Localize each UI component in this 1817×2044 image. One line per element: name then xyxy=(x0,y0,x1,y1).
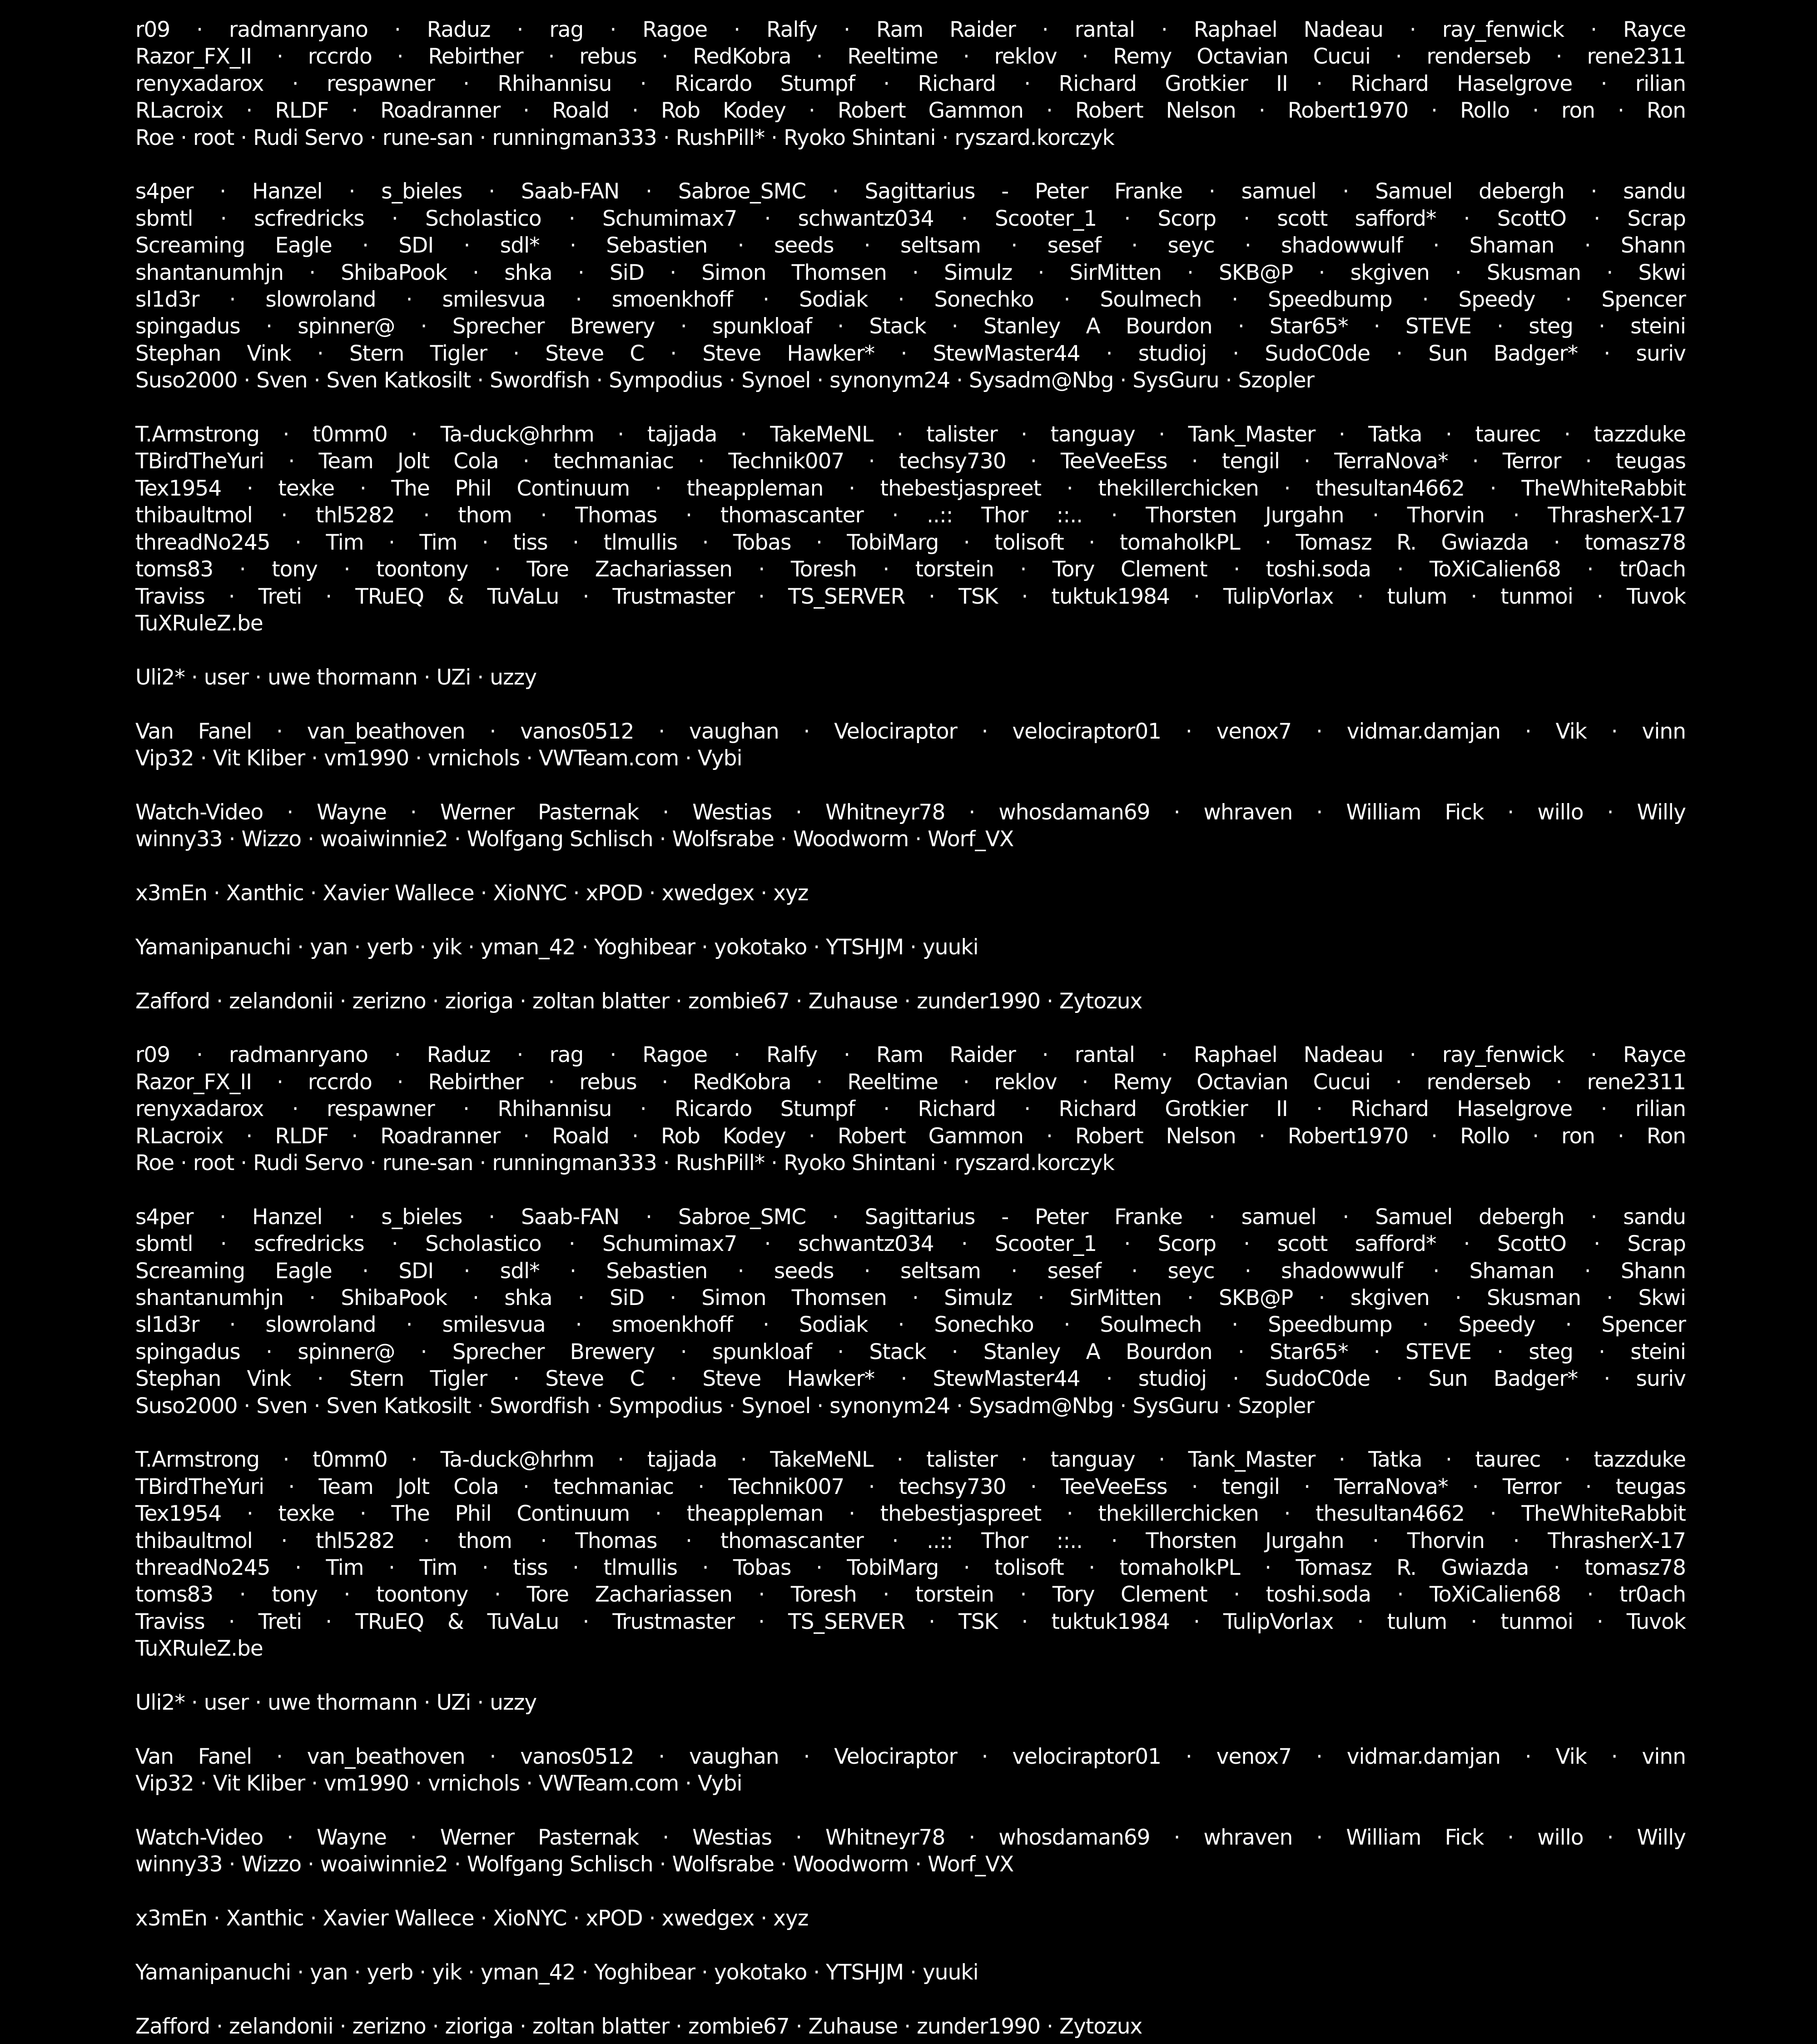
credits-line: Stephan Vink · Stern Tigler · Steve C · Steve Hawker* · StewMaster44 · studioj · SudoC0de · Sun Badger* · suriv xyxy=(135,341,1686,366)
credits-group-y-set2 xyxy=(135,1959,1686,1986)
credits-group-v-set2 xyxy=(135,1743,1686,1797)
credits-line: threadNo245 · Tim · Tim · tiss · tlmullis · Tobas · TobiMarg · tolisoft · tomaholkPL · Tomasz R. Gwiazda · tomasz78 xyxy=(135,1555,1686,1580)
credits-line: Stephan Vink · Stern Tigler · Steve C · Steve Hawker* · StewMaster44 · studioj · SudoC0de · Sun Badger* · suriv xyxy=(135,1366,1686,1392)
credits-line: sbmtl · scfredricks · Scholastico · Schumimax7 · schwantz034 · Scooter_1 · Scorp · scott safford* · ScottO · Scrap xyxy=(135,206,1686,231)
credits-line: Traviss · Treti · TRuEQ & TuVaLu · Trustmaster · TS_SERVER · TSK · tuktuk1984 · TulipVorlax · tulum · tunmoi · Tuvok xyxy=(135,1609,1686,1634)
credits-line: RLacroix · RLDF · Roadranner · Roald · Rob Kodey · Robert Gammon · Robert Nelson · Robert1970 · Rollo · ron · Ron xyxy=(135,98,1686,124)
credits-line: TuXRuleZ.be xyxy=(135,1636,263,1662)
credits-line: r09 · radmanryano · Raduz · rag · Ragoe · Ralfy · Ram Raider · rantal · Raphael Nadeau · ray_fenwick · Rayce xyxy=(135,1042,1686,1068)
credits-line: Yamanipanuchi · yan · yerb · yik · yman_42 · Yoghibear · yokotako · YTSHJM · yuuki xyxy=(135,934,978,960)
credits-line: Suso2000 · Sven · Sven Katkosilt · Swordfish · Sympodius · Synoel · synonym24 · Sysadm@Nbg · SysGuru · Szopler xyxy=(135,368,1314,393)
credits-line: Tex1954 · texke · The Phil Continuum · theappleman · thebestjaspreet · thekillerchicken · thesultan4662 · TheWhiteRabbit xyxy=(135,476,1686,501)
credits-line: Zafford · zelandonii · zerizno · zioriga · zoltan blatter · zombie67 · Zuhause · zunder1990 · Zytozux xyxy=(135,2014,1142,2039)
credits-line: T.Armstrong · t0mm0 · Ta-duck@hrhm · tajjada · TakeMeNL · talister · tanguay · Tank_Master · Tatka · taurec · tazzduke xyxy=(135,422,1686,447)
credits-line: Zafford · zelandonii · zerizno · zioriga · zoltan blatter · zombie67 · Zuhause · zunder1990 · Zytozux xyxy=(135,988,1142,1014)
credits-line: TuXRuleZ.be xyxy=(135,610,263,636)
credits-line: TBirdTheYuri · Team Jolt Cola · techmaniac · Technik007 · techsy730 · TeeVeeEss · tengil · TerraNova* · Terror · teugas xyxy=(135,1474,1686,1499)
credits-group-r-set1 xyxy=(135,16,1686,151)
credits-line: Vip32 · Vit Kliber · vm1990 · vrnichols · VWTeam.com · Vybi xyxy=(135,745,742,771)
credits-line: renyxadarox · respawner · Rhihannisu · Ricardo Stumpf · Richard · Richard Grotkier II · Richard Haselgrove · rilian xyxy=(135,1096,1686,1122)
credits-line: Vip32 · Vit Kliber · vm1990 · vrnichols · VWTeam.com · Vybi xyxy=(135,1771,742,1796)
credits-line: thibaultmol · thl5282 · thom · Thomas · thomascanter · ..:: Thor ::.. · Thorsten Jurgahn · Thorvin · ThrasherX-17 xyxy=(135,503,1686,528)
credits-group-t-set2 xyxy=(135,1446,1686,1662)
credits-group-z-set2 xyxy=(135,2013,1686,2040)
credits-line: winny33 · Wizzo · woaiwinnie2 · Wolfgang Schlisch · Wolfsrabe · Woodworm · Worf_VX xyxy=(135,1852,1014,1877)
credits-line: Traviss · Treti · TRuEQ & TuVaLu · Trustmaster · TS_SERVER · TSK · tuktuk1984 · TulipVorlax · tulum · tunmoi · Tuvok xyxy=(135,584,1686,609)
credits-line: toms83 · tony · toontony · Tore Zachariassen · Toresh · torstein · Tory Clement · toshi.soda · ToXiCalien68 · tr0ach xyxy=(135,557,1686,582)
credits-line: r09 · radmanryano · Raduz · rag · Ragoe · Ralfy · Ram Raider · rantal · Raphael Nadeau · ray_fenwick · Rayce xyxy=(135,17,1686,42)
credits-line: s4per · Hanzel · s_bieles · Saab-FAN · Sabroe_SMC · Sagittarius - Peter Franke · samuel · Samuel debergh · sandu xyxy=(135,1204,1686,1230)
credits-line: s4per · Hanzel · s_bieles · Saab-FAN · Sabroe_SMC · Sagittarius - Peter Franke · samuel · Samuel debergh · sandu xyxy=(135,179,1686,204)
credits-line: Uli2* · user · uwe thormann · UZi · uzzy xyxy=(135,1690,537,1715)
credits-line: x3mEn · Xanthic · Xavier Wallece · XioNYC · xPOD · xwedgex · xyz xyxy=(135,880,809,906)
credits-group-r-set2 xyxy=(135,1042,1686,1176)
credits-line: RLacroix · RLDF · Roadranner · Roald · Rob Kodey · Robert Gammon · Robert Nelson · Robert1970 · Rollo · ron · Ron xyxy=(135,1123,1686,1149)
credits-group-v-set1 xyxy=(135,718,1686,772)
credits-group-t-set1 xyxy=(135,421,1686,637)
credits-line: Watch-Video · Wayne · Werner Pasternak · Westias · Whitneyr78 · whosdaman69 · whraven · William Fick · willo · Willy xyxy=(135,799,1686,825)
credits-group-u-set2 xyxy=(135,1689,1686,1716)
credits-group-z-set1 xyxy=(135,988,1686,1015)
credits-line: Roe · root · Rudi Servo · rune-san · runningman333 · RushPill* · Ryoko Shintani · ryszard.korczyk xyxy=(135,125,1114,150)
credits-line: Yamanipanuchi · yan · yerb · yik · yman_42 · Yoghibear · yokotako · YTSHJM · yuuki xyxy=(135,1960,978,1985)
credits-line: shantanumhjn · ShibaPook · shka · SiD · Simon Thomsen · Simulz · SirMitten · SKB@P · skgiven · Skusman · Skwi xyxy=(135,260,1686,285)
credits-group-x-set2 xyxy=(135,1905,1686,1932)
credits-group-x-set1 xyxy=(135,880,1686,907)
credits-group-u-set1 xyxy=(135,664,1686,691)
credits-group-w-set1 xyxy=(135,799,1686,853)
credits-line: x3mEn · Xanthic · Xavier Wallece · XioNYC · xPOD · xwedgex · xyz xyxy=(135,1906,809,1931)
credits-group-y-set1 xyxy=(135,934,1686,961)
credits-line: sl1d3r · slowroland · smilesvua · smoenkhoff · Sodiak · Sonechko · Soulmech · Speedbump · Speedy · Spencer xyxy=(135,287,1686,313)
credits-line: threadNo245 · Tim · Tim · tiss · tlmullis · Tobas · TobiMarg · tolisoft · tomaholkPL · Tomasz R. Gwiazda · tomasz78 xyxy=(135,530,1686,555)
credits-line: spingadus · spinner@ · Sprecher Brewery · spunkloaf · Stack · Stanley A Bourdon · Star65* · STEVE · steg · steini xyxy=(135,314,1686,339)
credits-line: Watch-Video · Wayne · Werner Pasternak · Westias · Whitneyr78 · whosdaman69 · whraven · William Fick · willo · Willy xyxy=(135,1825,1686,1850)
credits-line: Screaming Eagle · SDI · sdl* · Sebastien · seeds · seltsam · sesef · seyc · shadowwulf · Shaman · Shann xyxy=(135,233,1686,258)
credits-line: spingadus · spinner@ · Sprecher Brewery · spunkloaf · Stack · Stanley A Bourdon · Star65* · STEVE · steg · steini xyxy=(135,1339,1686,1364)
credits-line: T.Armstrong · t0mm0 · Ta-duck@hrhm · tajjada · TakeMeNL · talister · tanguay · Tank_Master · Tatka · taurec · tazzduke xyxy=(135,1447,1686,1473)
credits-line: renyxadarox · respawner · Rhihannisu · Ricardo Stumpf · Richard · Richard Grotkier II · Richard Haselgrove · rilian xyxy=(135,71,1686,96)
credits-group-w-set2 xyxy=(135,1824,1686,1878)
credits-line: sl1d3r · slowroland · smilesvua · smoenkhoff · Sodiak · Sonechko · Soulmech · Speedbump · Speedy · Spencer xyxy=(135,1312,1686,1338)
credits-line: sbmtl · scfredricks · Scholastico · Schumimax7 · schwantz034 · Scooter_1 · Scorp · scott safford* · ScottO · Scrap xyxy=(135,1231,1686,1257)
credits-line: Van Fanel · van_beathoven · vanos0512 · vaughan · Velociraptor · velociraptor01 · venox7 · vidmar.damjan · Vik · vinn xyxy=(135,719,1686,744)
credits-line: Razor_FX_II · rccrdo · Rebirther · rebus · RedKobra · Reeltime · reklov · Remy Octavian Cucui · renderseb · rene2311 xyxy=(135,44,1686,69)
credits-line: shantanumhjn · ShibaPook · shka · SiD · Simon Thomsen · Simulz · SirMitten · SKB@P · skgiven · Skusman · Skwi xyxy=(135,1285,1686,1310)
credits-line: Tex1954 · texke · The Phil Continuum · theappleman · thebestjaspreet · thekillerchicken · thesultan4662 · TheWhiteRabbit xyxy=(135,1501,1686,1527)
credits-group-s-set2 xyxy=(135,1204,1686,1419)
credits-line: TBirdTheYuri · Team Jolt Cola · techmaniac · Technik007 · techsy730 · TeeVeeEss · tengil · TerraNova* · Terror · teugas xyxy=(135,449,1686,474)
credits-line: Uli2* · user · uwe thormann · UZi · uzzy xyxy=(135,665,537,690)
credits-line: Screaming Eagle · SDI · sdl* · Sebastien · seeds · seltsam · sesef · seyc · shadowwulf · Shaman · Shann xyxy=(135,1258,1686,1284)
credits-line: Roe · root · Rudi Servo · rune-san · runningman333 · RushPill* · Ryoko Shintani · ryszard.korczyk xyxy=(135,1150,1114,1176)
credits-line: Razor_FX_II · rccrdo · Rebirther · rebus · RedKobra · Reeltime · reklov · Remy Octavian Cucui · renderseb · rene2311 xyxy=(135,1069,1686,1095)
credits-line: Suso2000 · Sven · Sven Katkosilt · Swordfish · Sympodius · Synoel · synonym24 · Sysadm@Nbg · SysGuru · Szopler xyxy=(135,1393,1314,1419)
credits-line: winny33 · Wizzo · woaiwinnie2 · Wolfgang Schlisch · Wolfsrabe · Woodworm · Worf_VX xyxy=(135,827,1014,852)
credits-line: Van Fanel · van_beathoven · vanos0512 · vaughan · Velociraptor · velociraptor01 · venox7 · vidmar.damjan · Vik · vinn xyxy=(135,1744,1686,1769)
credits-line: thibaultmol · thl5282 · thom · Thomas · thomascanter · ..:: Thor ::.. · Thorsten Jurgahn · Thorvin · ThrasherX-17 xyxy=(135,1528,1686,1553)
credits-group-s-set1 xyxy=(135,178,1686,394)
credits-line: toms83 · tony · toontony · Tore Zachariassen · Toresh · torstein · Tory Clement · toshi.soda · ToXiCalien68 · tr0ach xyxy=(135,1582,1686,1607)
